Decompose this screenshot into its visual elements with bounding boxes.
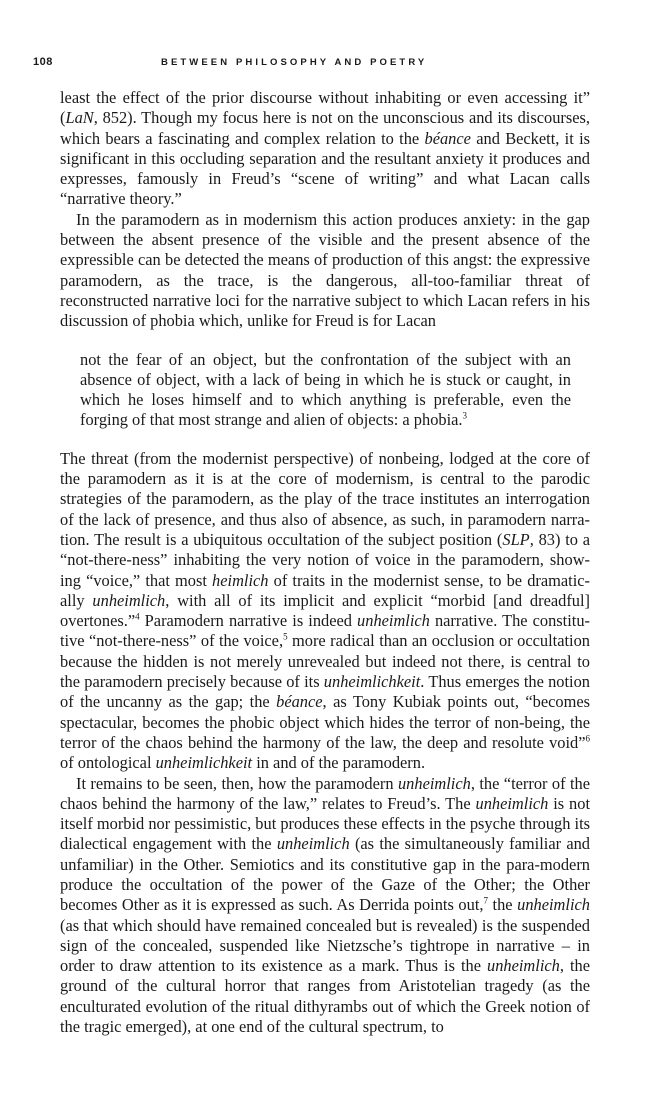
- body-text: [60, 88, 590, 1037]
- paragraph: The threat (from the modernist perspective) of nonbeing, lodged at the core of the paramodern as it is at the core of modernism, is central to the parodic strategies of the paramodern, as the play of the trace institutes an interrogation of the lack of presence, and thus also of absence, as such, in paramodern narra-tion. The result is a ubiquitous occultation of the subject position (SLP, 83) to a “not-there-ness” inhabiting the very notion of voice in the paramodern, show-ing “voice,” that most heimlich of traits in the modernist sense, to be dramatic-ally unheimlich, with all of its implicit and explicit “morbid [and dreadful] overtones.”$^4$ Paramodern narrative is indeed unheimlich narrative. The constitu-tive “not-there-ness” of the voice,$^5$ more radical than an occlusion or occultation because the hidden is not merely unrevealed but indeed not there, is central to the paramodern precisely because of its unheimlichkeit. Thus emerges the notion of the uncanny as the gap; the béance, as Tony Kubiak points out, “becomes spectacular, becomes the phobic object which hides the terror of non-being, the terror of the chaos behind the harmony of the law, the deep and resolute void”$^6$ of ontological unheimlichkeit in and of the paramodern.: [60, 448, 591, 773]
- paragraph: It remains to be seen, then, how the paramodern unheimlich, the “terror of the chaos behind the harmony of the law,” relates to Freud’s. The unheimlich is not itself morbid nor pessimistic, but produces these effects in the psyche through its dialectical engagement with the unheimlich (as the simultaneously familiar and unfamiliar) in the Other. Semiotics and its constitutive gap in the para-modern produce the occultation of the power of the Gaze of the Other; the Other becomes Other as it is expressed as such. As Derrida points out,$^7$ the unheimlich (as that which should have remained concealed but is revealed) is the suspended sign of the concealed, suspended like Nietzsche’s tightrope in narrative – in order to draw attention to its existence as a mark. Thus is the unheimlich, the ground of the cultural horror that ranges from Aristotelian tragedy (as the enculturated evolution of the ritual dithyrambs out of which the Greek notion of the tragic emerged), at one end of the cultural spectrum, to: [60, 773, 591, 1037]
- paragraph: least the effect of the prior discourse without inhabiting or even accessing it” (LaN, 852). Though my focus here is not on the unconscious and its discourses, which bears a fascinating and complex relation to the béance and Beckett, it is significant in this occluding separation and the resultant anxiety it produces and expresses, famously in Freud’s “scene of writing” and what Lacan calls “narrative theory.”: [60, 88, 590, 209]
- paragraph: In the paramodern as in modernism this action produces anxiety: in the gap between the absent presence of the visible and the present absence of the expressible can be detected the means of production of this angst: the expressive paramodern, as the trace, is the dangerous, all-too-familiar threat of reconstructed narrative loci for the narrative subject to which Lacan refers in his discussion of phobia which, unlike for Freud is for Lacan: [60, 209, 590, 331]
- page-number: 108: [33, 56, 53, 68]
- block-quote: not the fear of an object, but the confrontation of the subject with an absence of object, with a lack of being in which he is stuck or caught, in which he loses himself and to which anything is preferable, even the forging of that most strange and alien of objects: a phobia.$^3$: [80, 349, 571, 430]
- running-title: BETWEEN PHILOSOPHY AND POETRY: [161, 57, 428, 68]
- running-header: [33, 56, 612, 70]
